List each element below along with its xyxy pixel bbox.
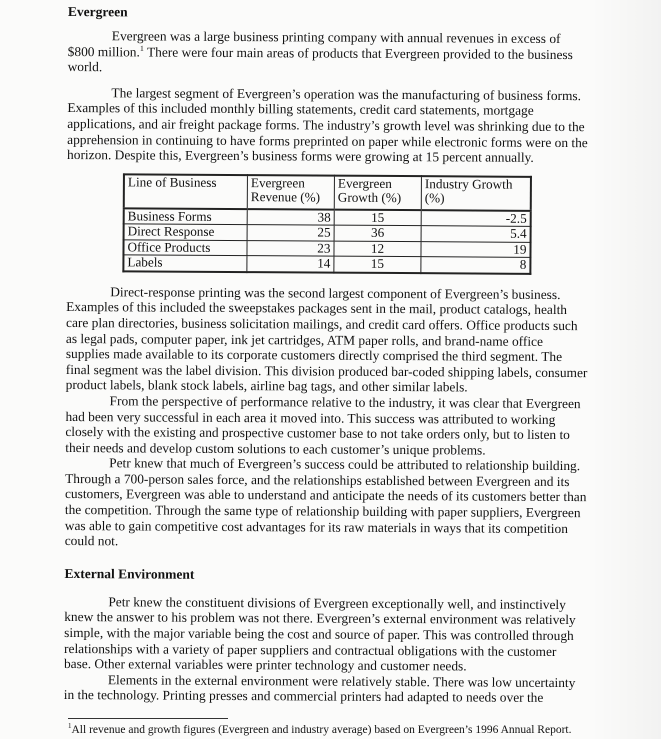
table-cell-line: Business Forms	[124, 208, 248, 225]
table-cell-line: Direct Response	[124, 224, 248, 240]
document-body	[64, 4, 590, 706]
table-cell-growth: 36	[334, 225, 421, 241]
table-cell-industry: 5.4	[421, 226, 531, 242]
footnote-reference: 1	[139, 43, 144, 53]
paragraph-intro-text-a: Evergreen was a large business printing company with annual revenues in excess of $800 million.	[67, 28, 561, 60]
footnote	[68, 723, 572, 737]
paragraph-direct-response: Direct-response printing was the second largest component of Evergreen’s business. Examples of this included the sweepstakes packages sent in the mail, product catalogs, health care plan directories, business solicitation mailings, and credit card offers. Office products such as legal pads, computer paper, ink jet cartridges, ATM paper rolls, and brand-name office supplies made available to its corporate customers directly comprised the third segment. The final segment was the label division. This division produced bar-coded shipping labels, consumer product labels, blank stock labels, airline bag tags, and other similar labels.	[65, 284, 588, 395]
table-cell-revenue: 38	[247, 209, 334, 226]
business-lines-table	[122, 173, 532, 274]
table-header-industry: Industry Growth (%)	[421, 176, 531, 211]
table-cell-line: Office Products	[123, 240, 247, 256]
footnote-text: All revenue and growth figures (Evergreen and industry average) based on Evergreen’s 1996 Annual Report.	[71, 724, 572, 736]
footnote-mark: 1	[68, 722, 72, 731]
table-cell-industry: -2.5	[421, 210, 531, 227]
table-cell-growth: 12	[334, 241, 421, 257]
section-heading-external-environment: External Environment	[64, 565, 195, 582]
table-header-line: Line of Business	[124, 174, 248, 209]
paragraph-intro	[68, 28, 590, 78]
paragraph-intro-text-b: There were four main areas of products that Evergreen provided to the business world.	[67, 44, 573, 75]
table-cell-industry: 19	[421, 241, 531, 257]
table-cell-line: Labels	[123, 255, 247, 272]
table-row	[123, 255, 530, 273]
section-heading-evergreen: Evergreen	[67, 4, 128, 20]
table-cell-industry: 8	[421, 257, 531, 274]
table-header-growth: Evergreen Growth (%)	[334, 175, 421, 210]
table-header-revenue: Evergreen Revenue (%)	[247, 175, 334, 210]
table-cell-growth: 15	[334, 256, 421, 273]
footnote-divider	[68, 718, 228, 719]
paragraph-performance: From the perspective of performance relative to the industry, it was clear that Evergreen had been very successful in each area it moved into. This success was attributed to working closely with the existing and prospective customer base to not take orders only, but to listen to their needs and develop custom solutions to each customer’s unique problems.	[65, 393, 581, 458]
table-cell-revenue: 23	[247, 240, 334, 256]
paragraph-external-1: Petr knew the constituent divisions of Evergreen exceptionally well, and instinctively knew the answer to his problem was not there. Evergreen’s external environment was relatively simple, with the major variable being the cost and source of paper. This was controlled through relationships with a variety of paper suppliers and contractual obligations with the customer base. Other external variables were printer technology and customer needs.	[63, 594, 576, 674]
paragraph-business-forms: The largest segment of Evergreen’s operation was the manufacturing of business forms. Examples of this included monthly billing statements, credit card statements, mortgage applications, and air freight package forms. The industry’s growth level was shrinking due to the apprehension in continuing to have forms preprinted on paper while electronic forms were on the horizon. Despite this, Evergreen’s business forms were growing at 15 percent annually.	[67, 85, 588, 166]
paragraph-external-2: Elements in the external environment were relatively stable. There was low uncertainty in the technology. Printing presses and commercial printers had adapted to needs over the	[63, 672, 576, 706]
table-cell-growth: 15	[334, 209, 421, 226]
table-header-row	[124, 174, 531, 210]
table-cell-revenue: 14	[247, 256, 334, 273]
table-cell-revenue: 25	[247, 225, 334, 241]
paragraph-relationships: Petr knew that much of Evergreen’s success could be attributed to relationship building. Through a 700-person sales force, and the relationships established between Evergreen and its customers, Evergreen was able to understand and anticipate the needs of its customers better than the competition. Through the same type of relationship building with paper suppliers, Evergreen was able to gain competitive cost advantages for its raw materials in ways that its competition could not.	[64, 455, 587, 549]
